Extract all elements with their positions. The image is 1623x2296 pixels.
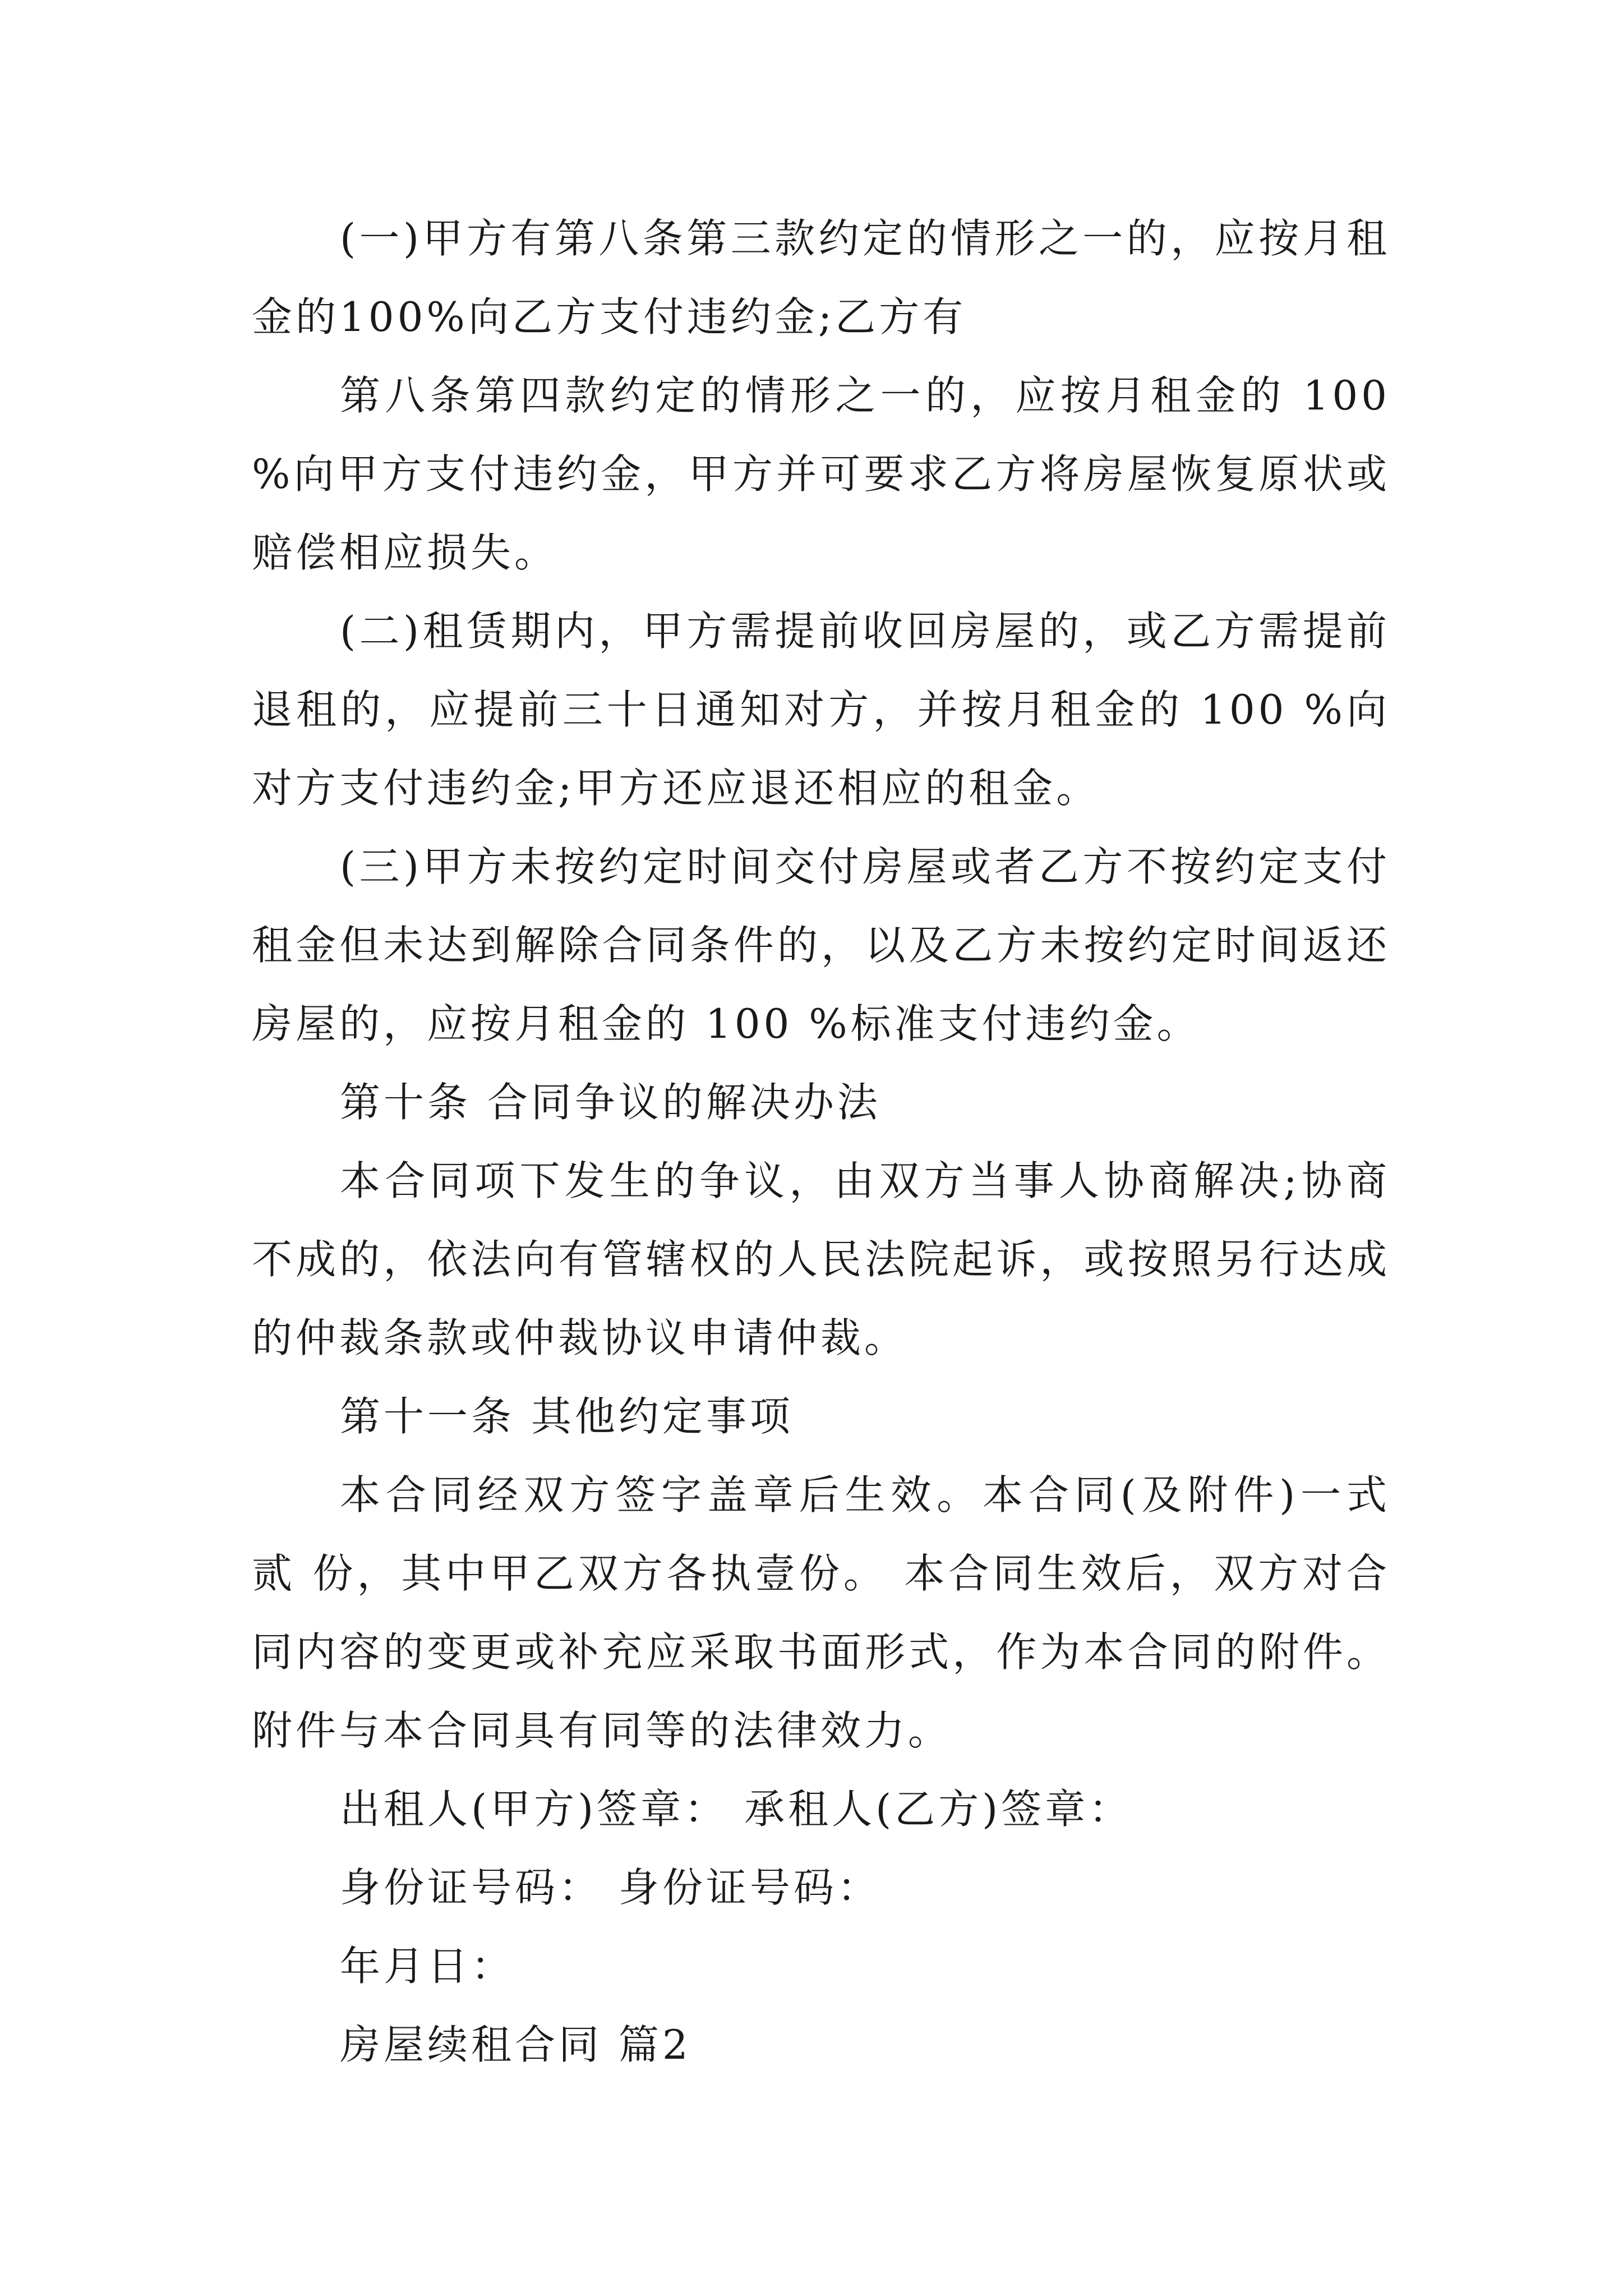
paragraph-other-provisions: 本合同经双方签字盖章后生效。本合同(及附件)一式 贰 份，其中甲乙双方各执壹份。 本合同生效后，双方对合同内容的变更或补充应采取书面形式，作为本合同的附件。附件与本合同具有同等的法律效力。 (252, 1471, 1390, 1754)
paragraph-penalty-clause-3: (三)甲方未按约定时间交付房屋或者乙方不按约定支付租金但未达到解除合同条件的，以及乙方未按约定时间返还房屋的，应按月租金的 100 %标准支付违约金。 (252, 843, 1390, 1047)
paragraph-dispute-resolution: 本合同项下发生的争议，由双方当事人协商解决;协商不成的，依法向有管辖权的人民法院起诉，或按照另行达成的仲裁条款或仲裁协议申请仲裁。 (252, 1157, 1390, 1361)
document-body (252, 199, 1390, 2084)
paragraph-penalty-clause-1: (一)甲方有第八条第三款约定的情形之一的，应按月租金的100%向乙方支付违约金;乙方有 (252, 215, 1390, 341)
paragraph-penalty-clause-2: (二)租赁期内，甲方需提前收回房屋的，或乙方需提前退租的，应提前三十日通知对方，并按月租金的 100 %向对方支付违约金;甲方还应退还相应的租金。 (252, 608, 1390, 812)
next-contract-title: 房屋续租合同 篇2 (340, 2021, 691, 2068)
id-number-line: 身份证号码： 身份证号码： (340, 1864, 881, 1911)
paragraph-penalty-clause-1-continued: 第八条第四款约定的情形之一的，应按月租金的 100 %向甲方支付违约金，甲方并可要求乙方将房屋恢复原状或赔偿相应损失。 (252, 372, 1390, 576)
article-10-heading: 第十条 合同争议的解决办法 (340, 1079, 881, 1126)
signature-line: 出租人(甲方)签章： 承租人(乙方)签章： (340, 1786, 1133, 1833)
article-11-heading: 第十一条 其他约定事项 (340, 1393, 794, 1440)
date-line: 年月日： (340, 1943, 515, 1990)
